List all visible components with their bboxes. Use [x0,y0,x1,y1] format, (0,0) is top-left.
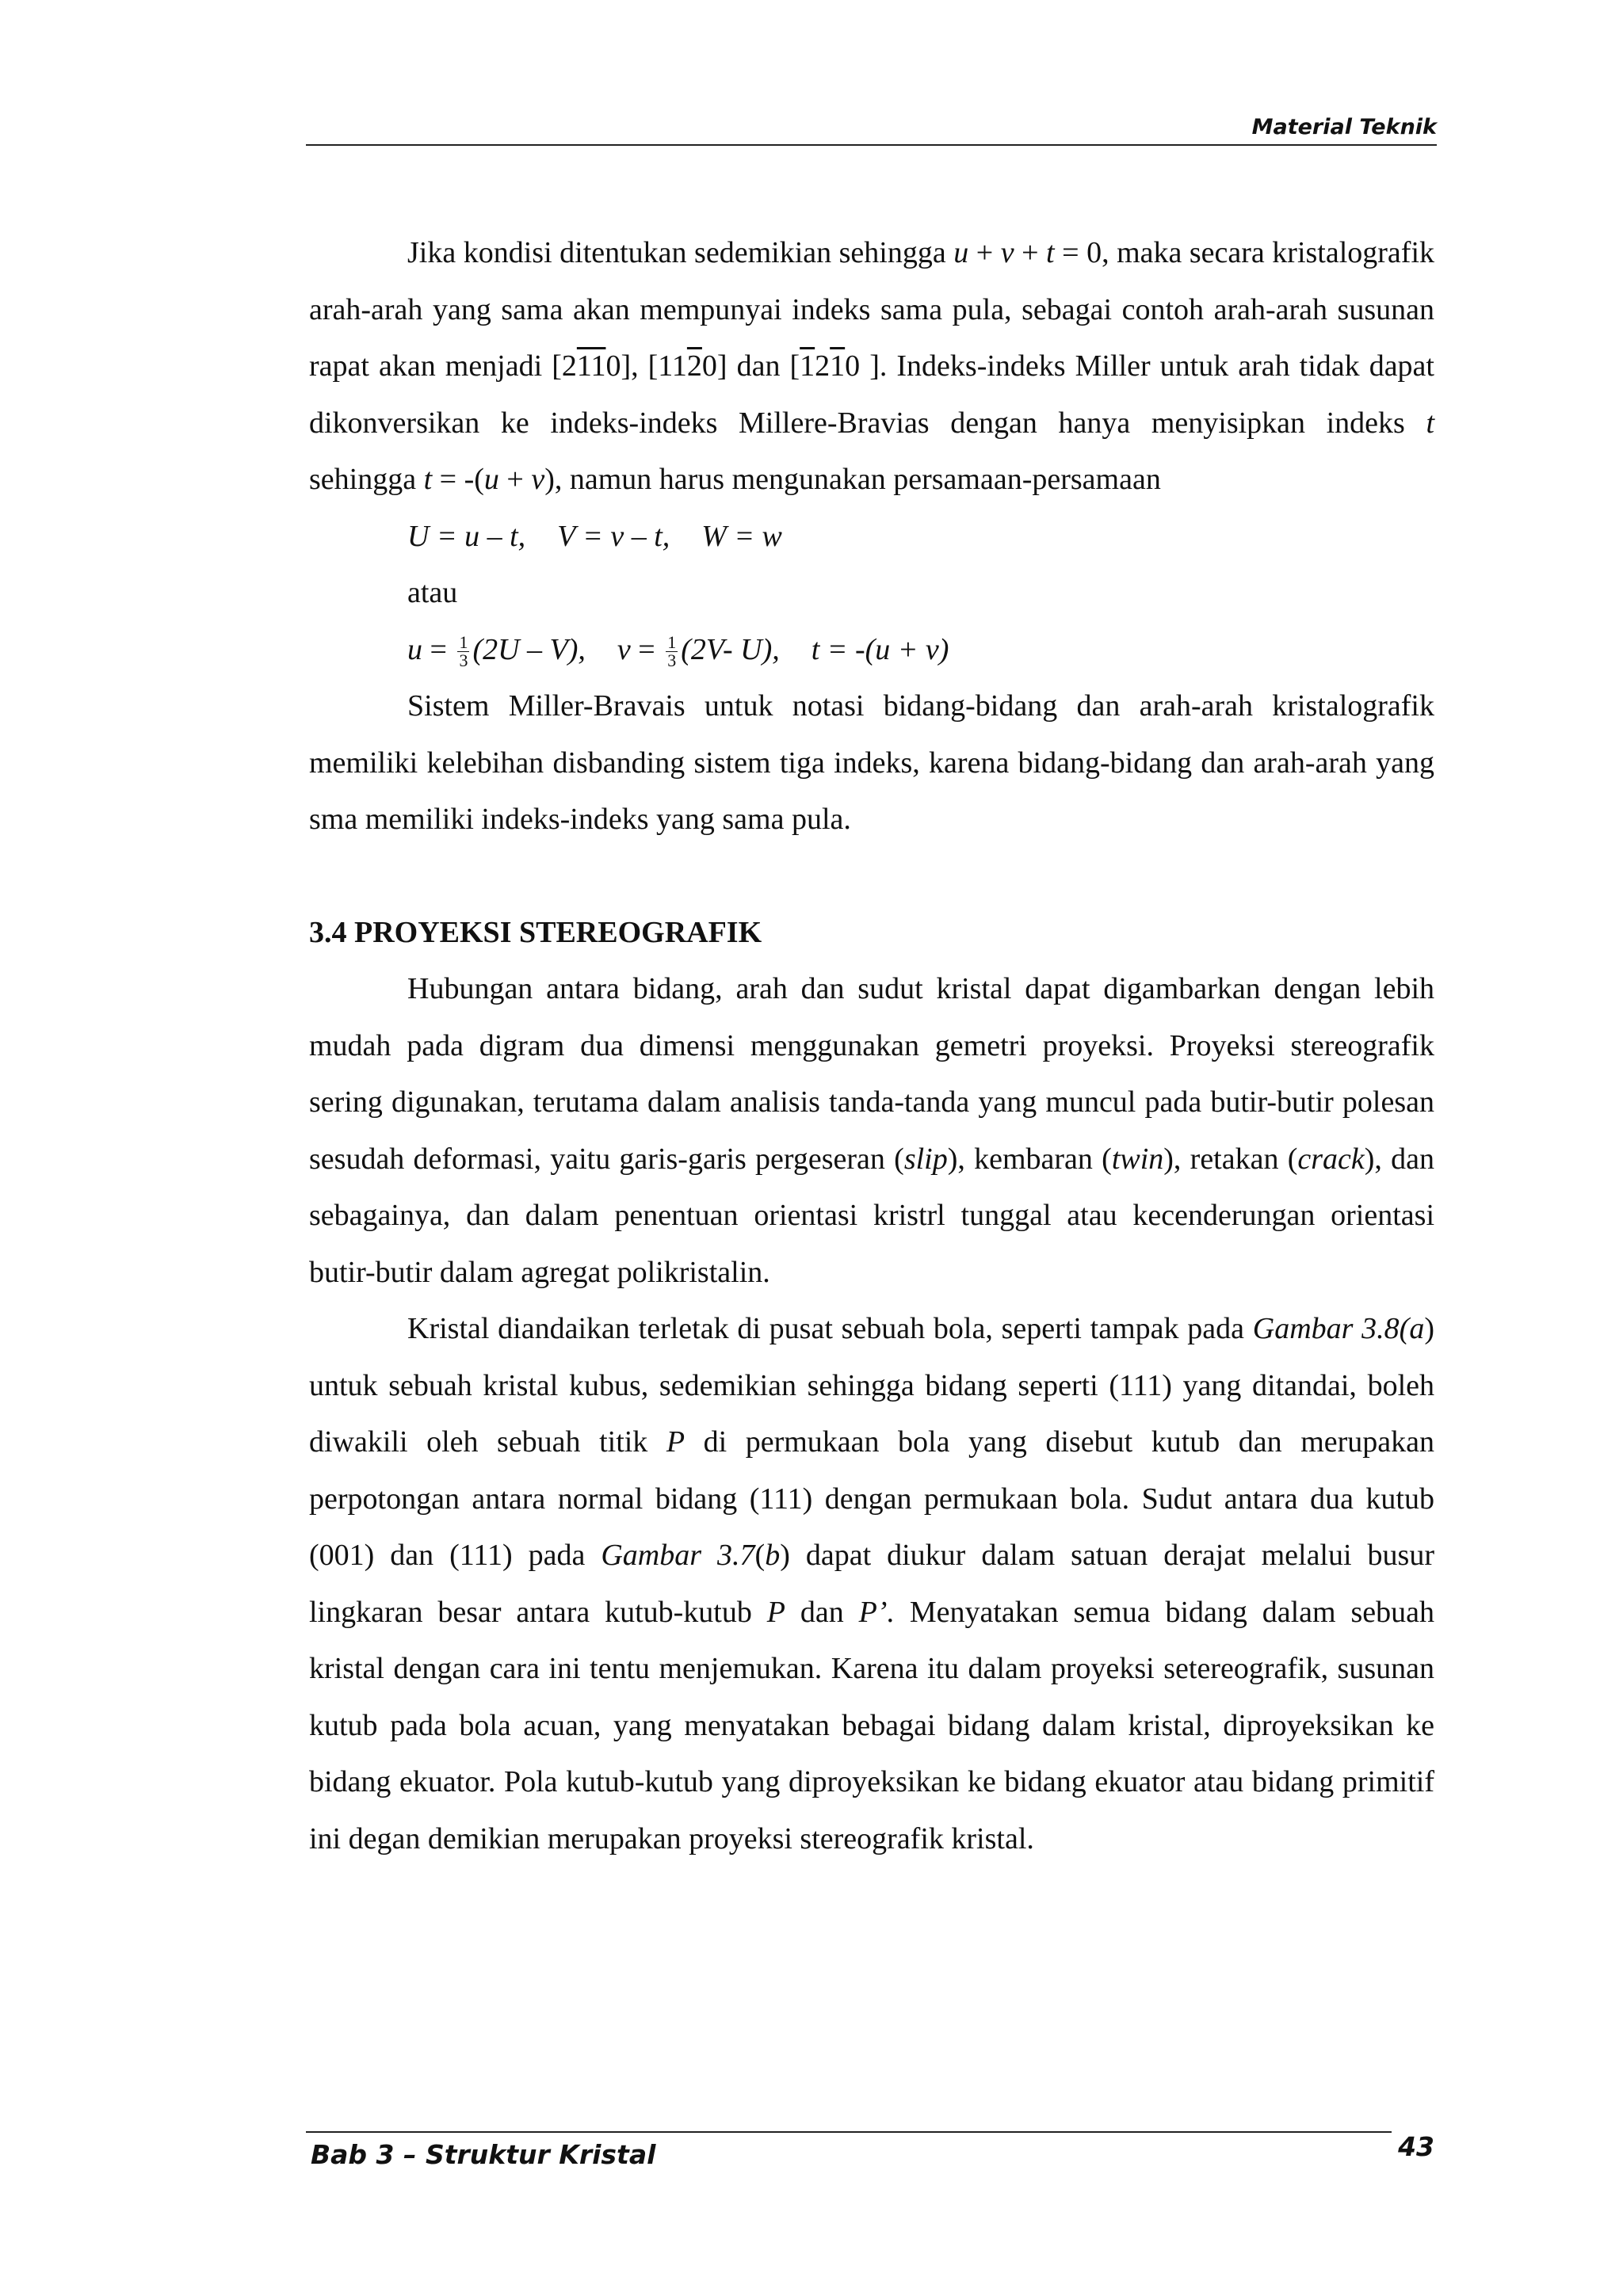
figure-letter: b [765,1539,781,1572]
text-run: = -( [432,463,484,496]
var-v: v [531,463,545,496]
equals: = [630,632,663,666]
text-run: = 0, maka secara kristalografik arah-arah yang sama akan mempunyai indeks sama pula, sebagai contoh arah-arah susunan rapat akan menjadi [2 [309,236,1435,383]
text-run: Menyatakan semua bidang dalam sebuah kristal dengan cara ini tentu menjemukan. Karena itu dalam proyeksi setereografik, susunan kutub pada bola acuan, yang menyatakan bebagai bidang dalam kristal, diproyeksikan ke bidang ekuator. Pola kutub-kutub yang diproyeksikan ke bidang ekuator atau bidang primitif ini degan demikian merupakan proyeksi stereografik kristal. [309,1595,1434,1855]
paragraph-4 [309,1301,1434,1867]
fraction-denominator: 3 [667,650,677,671]
text-run: 0] dan [ [701,349,800,383]
page-number: 43 [1398,2131,1434,2162]
figure-reference: Gambar 3.8(a [1252,1312,1425,1345]
text-run: ), namun harus mengunakan persamaan-persamaan [544,463,1161,496]
text-run: Hubungan antara bidang, arah dan sudut kristal dapat digambarkan dengan lebih mudah pada digram dua dimensi menggunakan gemetri proyeksi. Proyeksi stereografik sering digunakan, terutama dalam analisis tanda-tanda yang muncul pada butir-butir polesan sesudah deformasi, yaitu garis-garis pergeseran ( [309,972,1434,1176]
atau-label: atau [407,576,458,609]
section-heading: 3.4 PROYEKSI STEREOGRAFIK [309,915,762,949]
footer-rule [306,2131,1392,2133]
text-run: Kristal diandaikan terletak di pusat sebuah bola, seperti tampak pada [407,1312,1253,1345]
var-p: P [766,1595,785,1629]
var-p: P [666,1425,685,1459]
text-run: 0 ]. Indeks-indeks Miller untuk arah tidak dapat dikonversikan ke indeks-indeks Millere-Bravias dengan hanya menyisipkan indeks [309,349,1434,440]
var-t: t [1046,236,1055,269]
text-run: ) untuk sebuah kristal kubus, sedemikian sehingga bidang seperti (111) yang ditandai, boleh diwakili oleh sebuah titik [309,1312,1434,1459]
fraction [666,634,678,669]
var-t: t [1426,406,1434,440]
text-run: ), dan sebagainya, dan dalam penentuan orientasi kristrl tunggal atau kecenderungan orientasi butir-butir dalam agregat polikristalin. [309,1142,1435,1289]
text-run: ), retakan ( [1163,1142,1298,1176]
term-twin: twin [1111,1142,1164,1176]
overline-index: 1 [830,349,846,383]
fraction-numerator: 1 [667,632,677,653]
term-slip: slip [903,1142,948,1176]
overline-index: 11 [576,349,606,383]
var-u: u [407,632,422,666]
equals: = [422,632,455,666]
var-u: u [953,236,969,269]
var-u: u [483,463,499,496]
fraction-numerator: 1 [459,632,468,653]
equation-part: (2U – V), [472,632,586,666]
var-p-prime: P’. [858,1595,895,1629]
header-rule [306,144,1437,146]
equation-part: U = u – t, [407,519,526,553]
fraction [457,634,469,669]
equation-part: V = v – t, [557,519,670,553]
equation-1 [407,509,1434,566]
text-run: 2 [815,349,831,383]
text-run: ), kembaran ( [947,1142,1112,1176]
text-run: ) dapat diukur dalam satuan derajat melalui busur lingkaran besar antara kutub-kutub [309,1539,1434,1629]
var-t: t [423,463,433,496]
fraction-denominator: 3 [459,650,468,671]
var-v: v [617,632,631,666]
text-run: + [498,463,532,496]
body-content [309,225,1434,1867]
text-run: + [968,236,1001,269]
text-run: sehingga [309,463,424,496]
text-run: + [1014,236,1047,269]
var-v: v [1000,236,1014,269]
equation-2 [407,622,1434,679]
text-run: 0], [11 [605,349,687,383]
text-run: di permukaan bola yang disebut kutub dan merupakan perpotongan antara normal bidang (111) dengan permukaan bola. Sudut antara dua kutub (001) dan (111) pada [309,1425,1435,1572]
equation-part: (2V- U), [681,632,780,666]
overline-index: 2 [686,349,702,383]
paragraph-3 [309,961,1434,1301]
paragraph-1 [309,225,1434,509]
figure-reference: Gambar 3.7 [601,1539,755,1572]
header-title: Material Teknik [1251,115,1437,139]
overline-index: 1 [800,349,815,383]
text-run: ( [754,1539,766,1572]
paragraph-2: Sistem Miller-Bravais untuk notasi bidang-bidang dan arah-arah kristalografik memiliki kelebihan disbanding sistem tiga indeks, karena bidang-bidang dan arah-arah yang sma memiliki indeks-indeks yang sama pula. [309,689,1434,836]
equation-part: W = w [701,519,782,553]
text-run: dan [785,1595,859,1629]
equation-part: t = -(u + v) [811,632,949,666]
term-crack: crack [1297,1142,1365,1176]
text-run: Jika kondisi ditentukan sedemikian sehingga [407,236,954,269]
footer-chapter: Bab 3 – Struktur Kristal [311,2139,656,2170]
